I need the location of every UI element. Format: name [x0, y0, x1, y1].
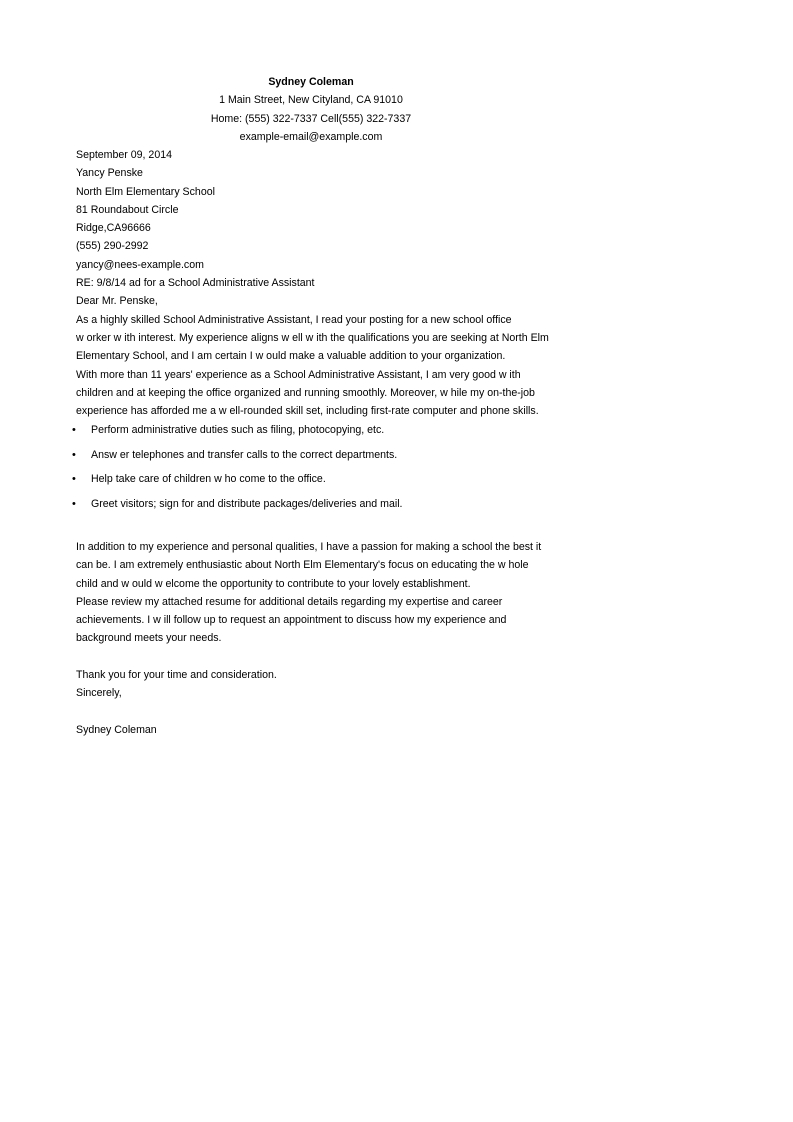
list-item-text: Perform administrative duties such as filing, photocopying, etc. [91, 424, 385, 436]
paragraph-4-line: background meets your needs. [76, 632, 222, 645]
sender-address: 1 Main Street, New Cityland, CA 91010 [219, 94, 403, 107]
recipient-email: yancy@nees-example.com [76, 258, 204, 271]
paragraph-2-line: children and at keeping the office organized and running smoothly. Moreover, w hile my on-the-job [76, 386, 535, 399]
recipient-org: North Elm Elementary School [76, 185, 215, 198]
paragraph-4-line: Please review my attached resume for additional details regarding my expertise and career [76, 595, 503, 608]
sender-email: example-email@example.com [239, 130, 383, 143]
sender-phones: Home: (555) 322-7337 Cell(555) 322-7337 [210, 112, 412, 125]
recipient-city: Ridge,CA96666 [76, 222, 151, 235]
bullet-icon: • [72, 424, 76, 436]
salutation: Dear Mr. Penske, [76, 295, 158, 308]
signoff: Sincerely, [76, 687, 122, 700]
thanks-line: Thank you for your time and consideration. [76, 669, 277, 682]
sender-name: Sydney Coleman [268, 76, 354, 88]
spacer [76, 703, 566, 721]
spacer [76, 648, 566, 666]
bullet-icon: • [72, 448, 76, 461]
list-item-text: Answ er telephones and transfer calls to the correct departments. [91, 448, 398, 461]
letter-body [76, 146, 566, 420]
paragraph-1-line: w orker w ith interest. My experience aligns w ell w ith the qualifications you are seeking at North Elm [76, 331, 549, 344]
bullet-icon: • [72, 473, 76, 485]
bullet-icon: • [72, 497, 76, 510]
list-item [0, 446, 600, 471]
paragraph-1-line: As a highly skilled School Administrative Assistant, I read your posting for a new school office [76, 313, 512, 326]
paragraph-3-line: can be. I am extremely enthusiastic about North Elm Elementary's focus on educating the w hole [76, 559, 529, 572]
list-item [0, 470, 600, 495]
recipient-name: Yancy Penske [76, 167, 143, 180]
recipient-street: 81 Roundabout Circle [76, 203, 179, 216]
letter-date: September 09, 2014 [76, 149, 173, 161]
signature-name: Sydney Coleman [76, 723, 157, 736]
recipient-phone: (555) 290-2992 [76, 240, 149, 253]
paragraph-2-line: experience has afforded me a w ell-rounded skill set, including first-rate computer and phone skills. [76, 405, 539, 418]
re-line: RE: 9/8/14 ad for a School Administrative Assistant [76, 277, 315, 290]
letter-closing [76, 538, 566, 739]
paragraph-1-line: Elementary School, and I am certain I w ould make a valuable addition to your organization. [76, 350, 506, 363]
list-item-text: Greet visitors; sign for and distribute packages/deliveries and mail. [91, 497, 403, 510]
sender-header [0, 73, 622, 146]
paragraph-3-line: child and w ould w elcome the opportunity to contribute to your lovely establishment. [76, 577, 471, 590]
list-item [0, 421, 600, 446]
skills-list [0, 421, 600, 519]
list-item [0, 495, 600, 520]
paragraph-3-line: In addition to my experience and personal qualities, I have a passion for making a school the best it [76, 541, 542, 553]
list-item-text: Help take care of children w ho come to the office. [91, 473, 326, 485]
paragraph-4-line: achievements. I w ill follow up to request an appointment to discuss how my experience and [76, 614, 507, 627]
paragraph-2-line: With more than 11 years' experience as a School Administrative Assistant, I am very good w ith [76, 368, 521, 381]
